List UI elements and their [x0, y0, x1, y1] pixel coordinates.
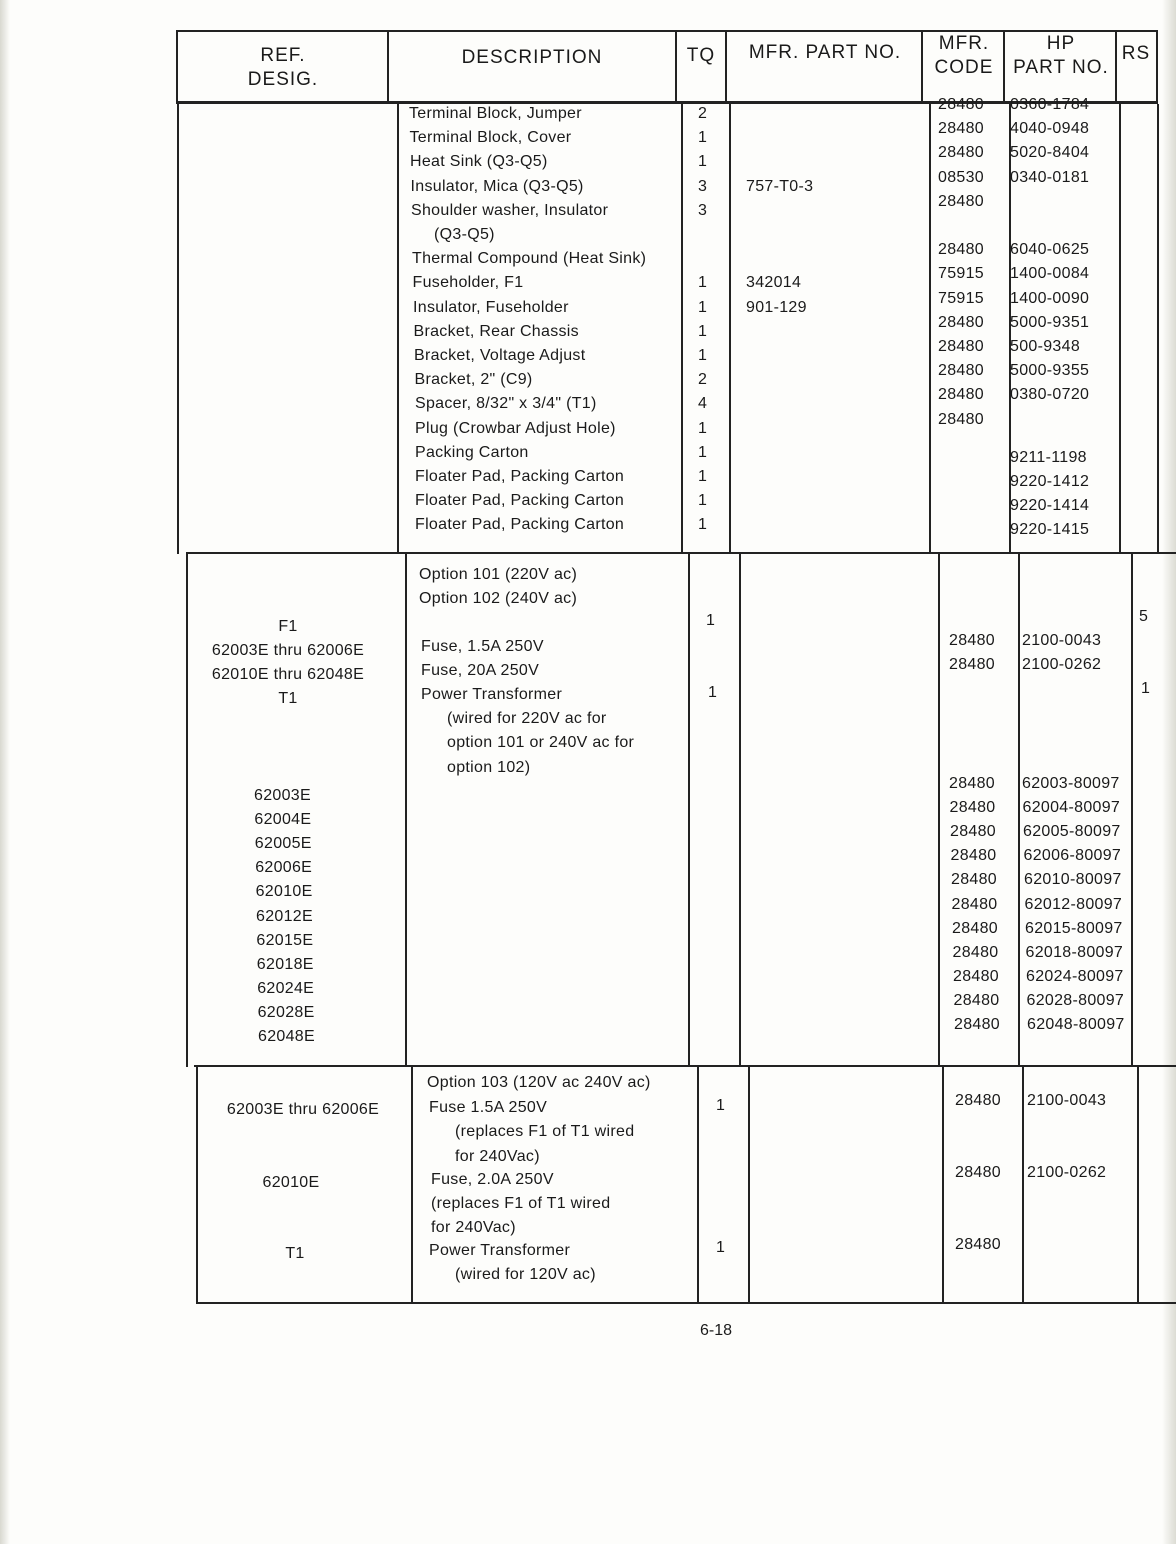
s1-description: Spacer, 8/32" x 3/4" (T1) [415, 395, 597, 413]
s1-mfr-code: 28480 [938, 120, 984, 138]
s1-hp-part-no: 4040-0948 [1010, 120, 1090, 138]
col-line-left-header [176, 30, 178, 104]
s1-tq: 3 [698, 201, 708, 219]
col-line-right-s1 [1157, 104, 1159, 554]
col-line-tq-s2 [688, 553, 690, 1067]
s1-description: Terminal Block, Jumper [409, 105, 582, 122]
s3-desc-line: Power Transformer [429, 1242, 571, 1259]
s2-model-code: 28480 [949, 799, 996, 817]
col-line-code-s2 [938, 553, 940, 1067]
s1-mfr-code: 28480 [938, 338, 984, 355]
s2-model-code: 28480 [951, 871, 997, 889]
s2-model-hp: 62024-80097 [1026, 967, 1124, 985]
s3-desc-line: (replaces F1 of T1 wired [455, 1123, 635, 1140]
s2-desc-line: Option 102 (240V ac) [419, 590, 578, 607]
s2-model-ref: 62004E [254, 811, 312, 829]
section2-bottom-border [194, 1065, 1176, 1067]
header-hp-part-no: HP PART NO. [1013, 33, 1109, 78]
s1-hp-part-no: 5020-8404 [1010, 144, 1090, 162]
s1-description: Insulator, Mica (Q3-Q5) [410, 177, 584, 195]
s1-tq: 1 [698, 153, 708, 171]
s1-mfr-code: 28480 [938, 362, 984, 380]
s1-mfr-code: 75915 [938, 265, 984, 283]
s2-model-code: 28480 [953, 967, 999, 985]
col-line-tq-s1 [681, 104, 683, 554]
col-line-hp-s3 [1022, 1066, 1024, 1304]
s1-description: Heat Sink (Q3-Q5) [410, 153, 548, 171]
header-ref-desig: REF. DESIG. [247, 45, 319, 90]
s1-tq: 1 [698, 443, 708, 461]
s2-hp: 2100-0262 [1022, 656, 1102, 673]
s1-mfr-code: 75915 [938, 289, 984, 307]
s3-desc-line: (wired for 120V ac) [455, 1266, 596, 1283]
s1-tq: 1 [698, 347, 708, 364]
s2-model-code: 28480 [954, 1016, 1000, 1033]
col-line-code-header [921, 30, 923, 104]
s3-tq: 1 [716, 1097, 726, 1114]
s2-model-hp: 62048-80097 [1027, 1016, 1125, 1033]
s3-desc-line: Fuse, 2.0A 250V [431, 1171, 554, 1188]
s1-tq: 1 [698, 129, 708, 147]
s2-rs: 5 [1139, 608, 1149, 625]
s2-model-hp: 62010-80097 [1024, 871, 1122, 889]
s3-code: 28480 [955, 1092, 1001, 1109]
header-mfr-code: MFR. CODE [934, 33, 994, 78]
s2-code: 28480 [949, 656, 995, 673]
s2-model-code: 28480 [950, 847, 997, 865]
page-number: 6-18 [700, 1322, 733, 1339]
s1-description: Plug (Crowbar Adjust Hole) [415, 419, 616, 437]
s2-model-hp: 62028-80097 [1026, 991, 1125, 1009]
s2-model-ref: 62028E [257, 1003, 315, 1021]
s2-model-hp: 62012-80097 [1024, 895, 1123, 913]
s2-model-hp: 62004-80097 [1022, 799, 1121, 817]
s1-mfr-code: 28480 [938, 96, 984, 113]
s1-description: Insulator, Fuseholder [413, 298, 569, 316]
col-line-code-s3 [942, 1066, 944, 1304]
s1-hp-part-no: 5000-9355 [1010, 362, 1090, 380]
s2-ref: 62003E thru 62006E [211, 642, 365, 659]
s2-hp: 2100-0043 [1022, 632, 1102, 649]
col-line-hp-s2 [1018, 553, 1020, 1067]
s1-hp-part-no: 0360-1784 [1010, 96, 1090, 113]
col-line-desc-s1 [397, 104, 399, 554]
s2-tq: 1 [708, 684, 718, 701]
s1-tq: 1 [698, 468, 708, 485]
s1-tq: 1 [698, 274, 708, 292]
s2-desc-line: option 102) [447, 759, 531, 776]
s1-description: (Q3-Q5) [434, 226, 495, 243]
s2-model-hp: 62018-80097 [1025, 943, 1124, 961]
s1-hp-part-no: 9220-1414 [1010, 497, 1090, 515]
s1-mfr-code: 28480 [938, 386, 984, 404]
s1-hp-part-no: 1400-0090 [1010, 289, 1090, 307]
s1-description: Thermal Compound (Heat Sink) [412, 250, 647, 268]
header-mfr-part-no: MFR. PART NO. [748, 42, 902, 63]
header-tq: TQ [686, 45, 716, 66]
s1-hp-part-no: 9220-1412 [1010, 473, 1090, 490]
s2-model-ref: 62012E [256, 907, 313, 925]
section1-bottom-border [186, 552, 1176, 554]
col-line-tq-header [675, 30, 677, 104]
s1-tq: 2 [698, 371, 708, 389]
s1-tq: 4 [698, 395, 708, 413]
s2-model-ref: 62005E [254, 835, 312, 853]
col-line-tq-s3 [697, 1066, 699, 1304]
col-line-mfr-header [725, 30, 727, 104]
s2-model-ref: 62010E [255, 883, 313, 901]
s1-mfr-code: 28480 [938, 241, 984, 259]
s2-model-code: 28480 [952, 919, 998, 937]
s1-hp-part-no: 6040-0625 [1010, 241, 1090, 259]
s2-model-ref: 62003E [254, 787, 311, 804]
s2-desc-line: Fuse, 20A 250V [421, 662, 540, 679]
col-line-code-s1 [929, 104, 931, 554]
s1-hp-part-no: 9220-1415 [1010, 521, 1090, 539]
s1-hp-part-no: 5000-9351 [1010, 313, 1090, 331]
s3-code: 28480 [955, 1236, 1001, 1253]
s2-model-ref: 62018E [256, 955, 314, 973]
s2-model-code: 28480 [950, 823, 996, 841]
s3-desc-line: Fuse 1.5A 250V [429, 1099, 548, 1116]
col-line-rs-s1 [1119, 104, 1121, 554]
s1-mfr-code: 28480 [938, 313, 984, 331]
s1-description: Bracket, Rear Chassis [413, 322, 579, 340]
s2-model-ref: 62024E [257, 979, 315, 997]
s1-tq: 1 [698, 298, 708, 316]
s1-mfr-code: 08530 [938, 168, 984, 186]
scan-edge-right [1162, 0, 1176, 1544]
s2-desc-line: Fuse, 1.5A 250V [421, 638, 544, 655]
col-line-rs-header [1115, 30, 1117, 104]
section3-bottom-border [196, 1302, 1176, 1304]
col-line-mfr-s1 [729, 104, 731, 554]
s1-tq: 1 [698, 492, 708, 510]
s2-model-ref: 62006E [255, 859, 313, 877]
s3-ref: 62003E thru 62006E [226, 1101, 380, 1118]
s2-model-ref: 62048E [258, 1028, 315, 1045]
s1-mfr-part-no: 342014 [746, 274, 802, 292]
col-line-desc-s3 [411, 1066, 413, 1304]
s1-tq: 3 [698, 177, 708, 195]
s1-description: Packing Carton [415, 443, 529, 461]
s1-tq: 2 [698, 105, 708, 122]
s1-hp-part-no: 1400-0084 [1010, 265, 1090, 283]
s1-description: Floater Pad, Packing Carton [415, 492, 625, 510]
col-line-hp-header [1003, 30, 1005, 104]
s3-ref: 62010E [262, 1174, 320, 1191]
col-line-desc-s2 [405, 553, 407, 1067]
s3-code: 28480 [955, 1164, 1001, 1181]
s1-mfr-part-no: 757-T0-3 [746, 177, 814, 195]
col-line-mfr-s2 [739, 553, 741, 1067]
col-line-desc-header [387, 30, 389, 104]
s2-desc-line: (wired for 220V ac for [447, 710, 607, 727]
s2-model-code: 28480 [953, 991, 1000, 1009]
s2-model-code: 28480 [952, 943, 999, 961]
s1-mfr-code: 28480 [938, 144, 984, 162]
s3-hp: 2100-0043 [1027, 1092, 1107, 1109]
s1-hp-part-no: 0340-0181 [1010, 168, 1090, 186]
s2-model-ref: 62015E [256, 931, 314, 949]
col-line-left-s1 [177, 104, 179, 554]
s2-code: 28480 [949, 632, 995, 649]
s3-tq: 1 [716, 1239, 726, 1256]
col-line-mfr-s3 [748, 1066, 750, 1304]
s1-hp-part-no: 500-9348 [1010, 338, 1081, 355]
s2-model-code: 28480 [951, 895, 998, 913]
s1-description: Floater Pad, Packing Carton [415, 516, 625, 534]
s2-model-hp: 62006-80097 [1023, 847, 1122, 865]
s2-ref: F1 [278, 618, 298, 635]
s1-mfr-code: 28480 [938, 410, 984, 428]
scan-edge-left [0, 0, 10, 1544]
header-rs: RS [1121, 43, 1151, 64]
s1-description: Shoulder washer, Insulator [411, 201, 609, 219]
s2-rs: 1 [1141, 680, 1151, 697]
s1-description: Floater Pad, Packing Carton [415, 468, 625, 485]
col-line-rs-s3 [1137, 1066, 1139, 1304]
s2-model-hp: 62005-80097 [1023, 823, 1121, 841]
s1-hp-part-no: 0380-0720 [1010, 386, 1090, 404]
s2-desc-line: Option 101 (220V ac) [419, 566, 578, 583]
s1-description: Bracket, 2" (C9) [414, 371, 533, 389]
s2-desc-line: Power Transformer [421, 686, 563, 703]
s2-model-hp: 62003-80097 [1022, 775, 1120, 792]
s1-mfr-part-no: 901-129 [746, 298, 807, 316]
s2-model-hp: 62015-80097 [1025, 919, 1123, 937]
s1-mfr-code: 28480 [938, 192, 984, 210]
s1-hp-part-no: 9211-1198 [1010, 448, 1087, 466]
s2-ref: T1 [278, 690, 298, 707]
s2-tq: 1 [706, 612, 716, 629]
s1-description: Fuseholder, F1 [412, 274, 524, 292]
col-line-right-header [1156, 30, 1158, 104]
s3-hp: 2100-0262 [1027, 1164, 1107, 1181]
header-description: DESCRIPTION [461, 47, 603, 68]
s2-desc-line: option 101 or 240V ac for [447, 734, 635, 751]
col-line-rs-s2 [1131, 553, 1133, 1067]
s1-description: Terminal Block, Cover [409, 129, 572, 147]
s1-description: Bracket, Voltage Adjust [414, 347, 586, 364]
s1-tq: 1 [698, 419, 708, 437]
s3-ref: T1 [285, 1245, 305, 1262]
s3-desc-line: (replaces F1 of T1 wired [431, 1195, 611, 1212]
s2-model-code: 28480 [949, 775, 995, 792]
s1-tq: 1 [698, 516, 708, 534]
s3-desc-line: Option 103 (120V ac 240V ac) [427, 1074, 651, 1091]
s1-tq: 1 [698, 322, 708, 340]
s3-desc-line: for 240Vac) [431, 1219, 516, 1236]
s2-ref: 62010E thru 62048E [211, 666, 365, 683]
s3-desc-line: for 240Vac) [455, 1148, 540, 1165]
